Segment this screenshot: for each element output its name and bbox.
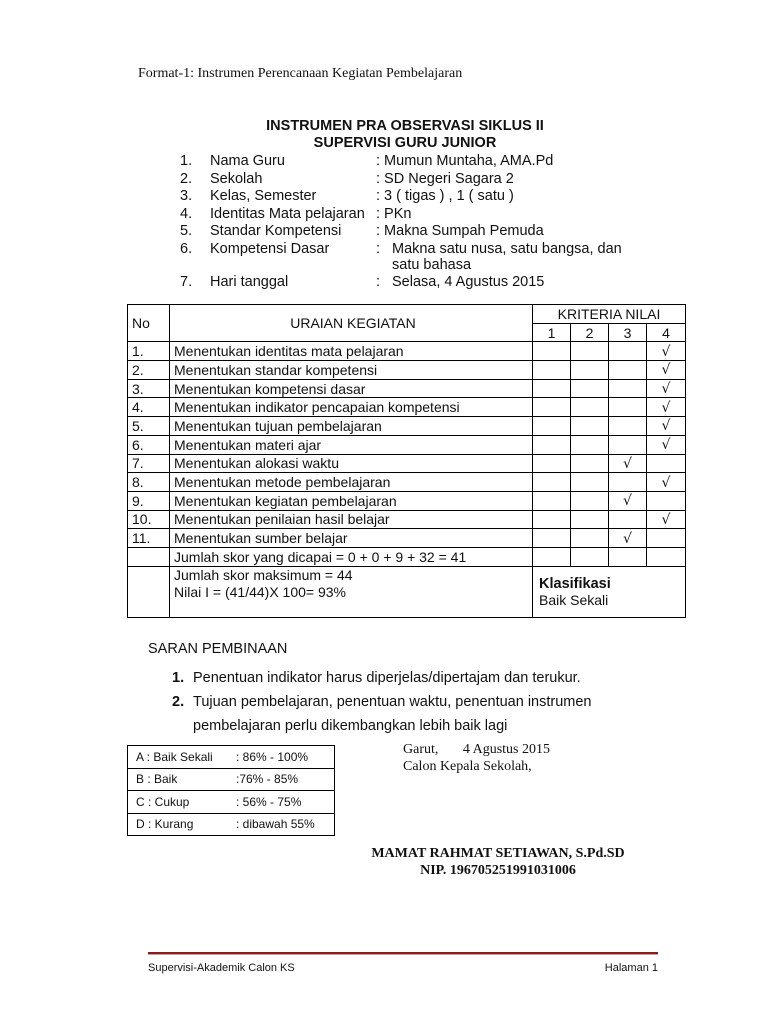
criteria-cell-1 <box>533 379 571 398</box>
criteria-cell-4 <box>647 342 686 361</box>
score-total: Jumlah skor yang dicapai = 0 + 0 + 9 + 32 = 41 <box>170 547 533 566</box>
saran-text: Penentuan indikator harus diperjelas/dipertajam dan terukur. <box>193 670 581 686</box>
criteria-cell-2 <box>571 398 609 417</box>
criteria-cell-2 <box>571 379 609 398</box>
identity-value: : Mumun Muntaha, AMA.Pd <box>376 153 554 169</box>
scale-row <box>128 768 335 791</box>
criteria-cell-1 <box>533 529 571 548</box>
identity-value-line-1: Makna satu nusa, satu bangsa, dan <box>392 240 622 257</box>
table-row <box>128 435 686 454</box>
score-summary <box>170 566 533 617</box>
table-row <box>128 491 686 510</box>
criteria-cell-4 <box>647 417 686 436</box>
scale-row <box>128 746 335 769</box>
header-no: No <box>128 305 170 342</box>
identity-value <box>392 241 652 273</box>
identity-value: : 3 ( tigas ) , 1 ( satu ) <box>376 188 514 204</box>
identity-number: 7. <box>180 273 193 290</box>
criteria-cell-1 <box>533 473 571 492</box>
criteria-cell-1 <box>533 491 571 510</box>
criteria-cell-2 <box>571 361 609 380</box>
document-title <box>0 118 768 152</box>
identity-value: Selasa, 4 Agustus 2015 <box>392 273 545 290</box>
criteria-cell-2 <box>571 510 609 529</box>
criteria-cell-1 <box>533 398 571 417</box>
signature-block <box>403 741 550 775</box>
row-activity: Menentukan standar kompetensi <box>170 361 533 380</box>
score-value: Nilai I = (41/44)X 100= 93% <box>174 583 346 600</box>
row-number: 5. <box>128 417 170 436</box>
title-line-1: INSTRUMEN PRA OBSERVASI SIKLUS II <box>266 118 544 134</box>
title-line-2: SUPERVISI GURU JUNIOR <box>313 135 497 151</box>
identity-number: 5. <box>180 223 193 239</box>
summary-blank <box>128 566 170 617</box>
saran-text: Tujuan pembelajaran, penentuan waktu, penentuan instrumen pembelajaran perlu dikembangkan lebih baik lagi <box>193 694 592 734</box>
table-row <box>128 529 686 548</box>
saran-item <box>172 666 632 690</box>
classification-value: Baik Sekali <box>539 591 609 608</box>
criteria-cell-3 <box>609 379 647 398</box>
table-row <box>128 398 686 417</box>
check-mark: √ <box>661 399 671 416</box>
criteria-level-4: 4 <box>647 323 686 342</box>
criteria-cell-3 <box>609 510 647 529</box>
scale-code: B : Baik <box>128 768 237 791</box>
row-activity: Menentukan alokasi waktu <box>170 454 533 473</box>
criteria-cell-3 <box>609 342 647 361</box>
check-mark: √ <box>661 474 671 491</box>
identity-label: Kompetensi Dasar <box>210 240 330 257</box>
table-row <box>128 510 686 529</box>
criteria-cell-3 <box>609 529 647 548</box>
criteria-cell-3 <box>609 473 647 492</box>
check-mark: √ <box>661 511 671 528</box>
summary-blank <box>609 547 647 566</box>
identity-value: : SD Negeri Sagara 2 <box>376 170 514 187</box>
identity-number: 3. <box>180 188 193 204</box>
signer-role: Calon Kepala Sekolah, <box>403 759 532 774</box>
table-row <box>128 361 686 380</box>
row-number: 6. <box>128 435 170 454</box>
identity-label: Hari tanggal <box>210 273 289 290</box>
row-number: 8. <box>128 473 170 492</box>
identity-label: Identitas Mata pelajaran <box>210 205 365 222</box>
identity-label: Sekolah <box>210 170 263 187</box>
identity-label: Standar Kompetensi <box>210 223 342 239</box>
criteria-cell-4 <box>647 361 686 380</box>
criteria-cell-2 <box>571 454 609 473</box>
summary-blank <box>533 547 571 566</box>
check-mark: √ <box>661 418 671 435</box>
header-activity: URAIAN KEGIATAN <box>170 305 533 342</box>
signer-block <box>0 845 768 879</box>
criteria-cell-3 <box>609 454 647 473</box>
row-number: 3. <box>128 379 170 398</box>
footer-page-number: Halaman 1 <box>604 962 658 974</box>
place-date: Garut, 4 Agustus 2015 <box>403 742 550 757</box>
saran-list <box>172 666 632 738</box>
saran-number: 2. <box>172 694 185 710</box>
classification-cell <box>533 566 686 617</box>
summary-blank <box>128 547 170 566</box>
score-max: Jumlah skor maksimum = 44 <box>174 566 353 583</box>
criteria-level-3: 3 <box>609 323 647 342</box>
criteria-cell-3 <box>609 361 647 380</box>
criteria-cell-2 <box>571 435 609 454</box>
row-number: 2. <box>128 361 170 380</box>
criteria-cell-4 <box>647 473 686 492</box>
identity-label: Nama Guru <box>210 153 285 169</box>
identity-number: 4. <box>180 205 193 222</box>
criteria-cell-2 <box>571 473 609 492</box>
table-row <box>128 473 686 492</box>
row-number: 11. <box>128 529 170 548</box>
criteria-cell-1 <box>533 454 571 473</box>
check-mark: √ <box>661 343 671 360</box>
summary-blank <box>647 547 686 566</box>
identity-colon: : <box>376 273 381 290</box>
row-activity: Menentukan penilaian hasil belajar <box>170 510 533 529</box>
row-activity: Menentukan kegiatan pembelajaran <box>170 491 533 510</box>
classification-scale <box>127 745 335 836</box>
criteria-cell-1 <box>533 361 571 380</box>
scale-code: A : Baik Sekali <box>128 746 237 769</box>
criteria-cell-4 <box>647 435 686 454</box>
criteria-cell-4 <box>647 510 686 529</box>
row-number: 7. <box>128 454 170 473</box>
scale-range: : 86% - 100% <box>236 746 335 769</box>
saran-number: 1. <box>172 670 185 686</box>
row-number: 1. <box>128 342 170 361</box>
row-activity: Menentukan materi ajar <box>170 435 533 454</box>
criteria-cell-4 <box>647 454 686 473</box>
identity-number: 6. <box>180 240 193 257</box>
identity-colon: : <box>376 240 381 257</box>
row-activity: Menentukan indikator pencapaian kompetensi <box>170 398 533 417</box>
identity-value: : Makna Sumpah Pemuda <box>376 223 544 239</box>
check-mark: √ <box>661 362 671 379</box>
check-mark: √ <box>623 493 632 510</box>
criteria-cell-4 <box>647 379 686 398</box>
table-row <box>128 417 686 436</box>
scale-row <box>128 791 335 814</box>
row-number: 4. <box>128 398 170 417</box>
scale-row <box>128 813 335 836</box>
criteria-cell-1 <box>533 417 571 436</box>
identity-value-line-2: satu bahasa <box>392 256 472 273</box>
check-mark: √ <box>623 530 632 547</box>
criteria-cell-3 <box>609 491 647 510</box>
scale-range: : dibawah 55% <box>236 813 335 836</box>
table-header-row <box>128 305 686 324</box>
row-activity: Menentukan kompetensi dasar <box>170 379 533 398</box>
criteria-level-2: 2 <box>571 323 609 342</box>
check-mark: √ <box>661 381 671 398</box>
criteria-cell-4 <box>647 398 686 417</box>
criteria-cell-4 <box>647 529 686 548</box>
evaluation-table <box>127 304 686 618</box>
identity-label: Kelas, Semester <box>210 188 317 204</box>
row-number: 9. <box>128 491 170 510</box>
criteria-cell-2 <box>571 491 609 510</box>
scale-range: : 56% - 75% <box>236 791 335 814</box>
row-activity: Menentukan identitas mata pelajaran <box>170 342 533 361</box>
header-criteria: KRITERIA NILAI <box>533 305 686 324</box>
summary-row <box>128 566 686 617</box>
table-row <box>128 379 686 398</box>
scale-code: D : Kurang <box>128 813 237 836</box>
table-row <box>128 342 686 361</box>
format-line: Format-1: Instrumen Perencanaan Kegiatan Pembelajaran <box>138 66 463 81</box>
criteria-cell-3 <box>609 417 647 436</box>
row-activity: Menentukan metode pembelajaran <box>170 473 533 492</box>
criteria-cell-1 <box>533 510 571 529</box>
identity-value: : PKn <box>376 205 412 222</box>
identity-number: 2. <box>180 170 193 187</box>
criteria-cell-2 <box>571 342 609 361</box>
saran-title: SARAN PEMBINAAN <box>148 641 288 657</box>
footer-left: Supervisi-Akademik Calon KS <box>148 962 295 974</box>
criteria-cell-4 <box>647 491 686 510</box>
criteria-cell-2 <box>571 529 609 548</box>
row-activity: Menentukan sumber belajar <box>170 529 533 548</box>
check-mark: √ <box>661 437 671 454</box>
row-number: 10. <box>128 510 170 529</box>
identity-number: 1. <box>180 153 193 169</box>
criteria-cell-2 <box>571 417 609 436</box>
classification-label: Klasifikasi <box>539 575 611 592</box>
signer-name: MAMAT RAHMAT SETIAWAN, S.Pd.SD <box>371 846 625 861</box>
footer-divider <box>148 952 658 955</box>
check-mark: √ <box>623 455 632 472</box>
criteria-level-1: 1 <box>533 323 571 342</box>
row-activity: Menentukan tujuan pembelajaran <box>170 417 533 436</box>
criteria-cell-3 <box>609 398 647 417</box>
criteria-cell-1 <box>533 435 571 454</box>
scale-code: C : Cukup <box>128 791 237 814</box>
criteria-cell-1 <box>533 342 571 361</box>
signer-nip: NIP. 196705251991031006 <box>420 863 576 878</box>
criteria-cell-3 <box>609 435 647 454</box>
summary-blank <box>571 547 609 566</box>
saran-item <box>172 690 632 738</box>
table-row <box>128 454 686 473</box>
scale-range: :76% - 85% <box>236 768 335 791</box>
summary-row <box>128 547 686 566</box>
